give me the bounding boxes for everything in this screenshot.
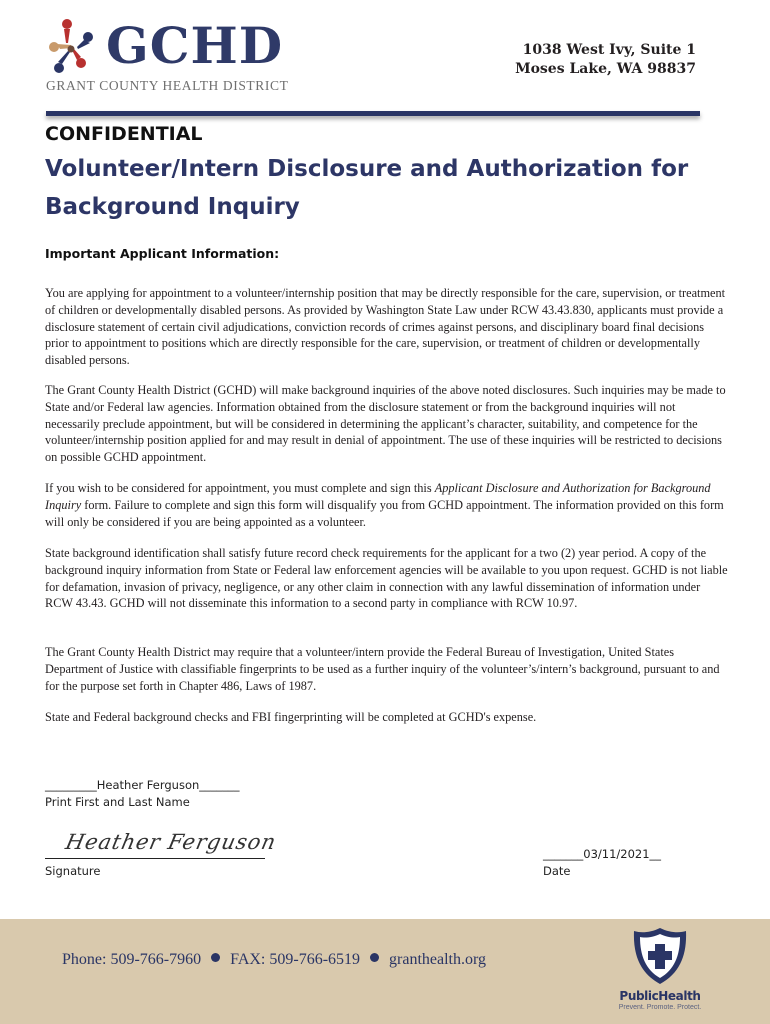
logo-wordmark: GCHD <box>106 16 284 75</box>
fax-number: FAX: 509-766-6519 <box>230 951 361 968</box>
address-line-2: Moses Lake, WA 98837 <box>515 61 696 77</box>
header-divider <box>46 111 700 116</box>
phone-number: Phone: 509-766-7960 <box>62 951 202 968</box>
paragraph-3 <box>45 480 730 530</box>
date-label: Date <box>543 864 571 878</box>
paragraph-1 <box>45 285 730 369</box>
handwritten-signature[interactable]: Heather Ferguson <box>63 830 279 854</box>
public-health-logo <box>610 925 710 1020</box>
paragraph-text: The Grant County Health District may require that a volunteer/intern provide the Federal Bureau of Investigation, United States Department of Justice with classifiable fingerprints to be used as a further inquiry of the volunteer’s/intern’s background, pursuant to and for the purpose set forth in Chapter 486, Laws of 1987. <box>45 645 720 693</box>
title-line-2: Background Inquiry <box>45 194 300 220</box>
paragraph-4 <box>45 545 730 612</box>
paragraph-6 <box>45 709 730 726</box>
gchd-logo <box>44 16 294 98</box>
paragraph-text: You are applying for appointment to a volunteer/internship position that may be directly responsible for the care, supervision, or treatment of children or developmentally disabled persons. As provided by Washington State Law under RCW 43.43.830, applicants must provide a disclosure statement of certain civil adjudications, conviction records of crimes against persons, and disciplinary board final decisions prior to appointment to positions which are directly responsible for the care, supervision, or treatment of children or developmentally disabled persons. <box>45 286 726 368</box>
org-name: GRANT COUNTY HEALTH DISTRICT <box>46 78 289 93</box>
public-health-tagline: Prevent. Promote. Protect. <box>618 1004 702 1011</box>
signature-line <box>45 858 265 859</box>
paragraph-text: State background identification shall satisfy future record check requirements for the applicant for a two (2) year period. A copy of the background inquiry information from State or Federal law enforcement agencies will be available to you upon request. GCHD is not liable for defamation, invasion of privacy, negligence, or any other claim in connection with any lawful dissemination of information under RCW 43.43. GCHD will not disseminate this information to a second party in compliance with RCW 10.97. <box>45 546 728 611</box>
name-label: Print First and Last Name <box>45 795 190 809</box>
footer-bar <box>0 919 770 1024</box>
signature-label: Signature <box>45 864 101 878</box>
name-field[interactable]: _________Heather Ferguson_______ <box>45 778 240 792</box>
paragraph-text: State and Federal background checks and FBI fingerprinting will be completed at GCHD's expense. <box>45 710 537 724</box>
paragraph-5 <box>45 644 730 694</box>
title-line-1: Volunteer/Intern Disclosure and Authorization for <box>45 156 689 182</box>
paragraph-2 <box>45 382 730 466</box>
date-field[interactable]: _______03/11/2021__ <box>543 847 662 861</box>
address-line-1: 1038 West Ivy, Suite 1 <box>522 42 696 58</box>
bullet-icon <box>211 953 220 962</box>
paragraph-text-start: If you wish to be considered for appointment, you must complete and sign this <box>45 481 435 495</box>
page-title <box>45 150 745 226</box>
paragraph-text: The Grant County Health District (GCHD) will make background inquiries of the above noted disclosures. Such inquiries may be made to State and/or Federal law agencies. Information obtained from the disclosure statement or from the background inquiries will not necessarily preclude appointment, but will be considered in determining the applicant’s character, suitability, and competence for the volunteer/internship position applied for and may result in denial of appointment. The use of these inquiries will be restricted to decisions on possible GCHD appointment. <box>45 383 726 465</box>
people-circle-icon <box>44 16 102 76</box>
paragraph-text <box>45 480 730 530</box>
website-link[interactable]: granthealth.org <box>389 951 487 968</box>
contact-line <box>62 951 486 969</box>
important-heading: Important Applicant Information: <box>45 246 280 261</box>
bullet-icon <box>370 953 379 962</box>
confidential-label: CONFIDENTIAL <box>45 123 203 145</box>
public-health-name: PublicHealth <box>619 989 701 1003</box>
form-title-reference: Applicant Disclosure and Authorization for Background Inquiry <box>45 481 711 512</box>
address-block <box>515 41 696 79</box>
paragraph-text-end: form. Failure to complete and sign this form will disqualify you from GCHD appointment. The information provided on this form will only be considered if you are being appointed as a volunteer. <box>45 497 724 529</box>
shield-cross-icon <box>630 925 690 987</box>
